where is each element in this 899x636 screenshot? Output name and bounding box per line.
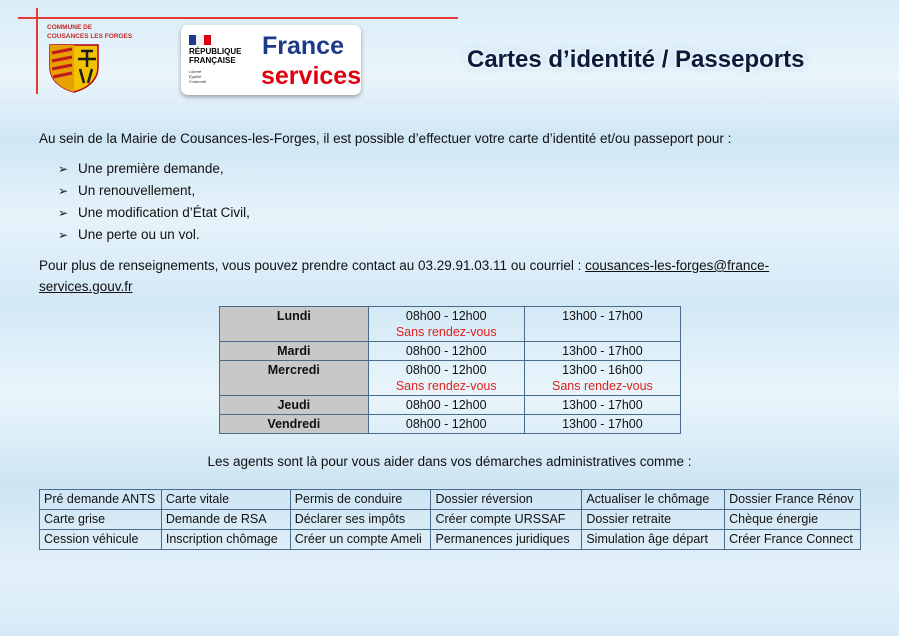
contact-text: Pour plus de renseignements, vous pouvez prendre contact au 03.29.91.03.11 ou courriel :: [39, 258, 586, 273]
morning-hours: 08h00 - 12h00: [405, 309, 487, 323]
service-cell: Déclarer ses impôts: [290, 510, 431, 530]
arrow-bullet-icon: ➢: [58, 184, 69, 198]
header-rule-vertical: [36, 8, 38, 94]
table-row: [220, 396, 681, 415]
list-item-text: Une première demande,: [78, 161, 224, 176]
day-cell: Lundi: [220, 307, 369, 342]
service-cell: Pré demande ANTS: [40, 490, 162, 510]
afternoon-cell: [524, 396, 680, 415]
list-item: [58, 202, 250, 224]
agents-intro-text: Les agents sont là pour vous aider dans vos démarches administratives comme :: [207, 454, 692, 469]
commune-line-2: COUSANCES LES FORGES: [47, 32, 133, 40]
list-item: [58, 180, 250, 202]
page-title: Cartes d’identité / Passeports: [467, 46, 805, 73]
commune-label: [47, 24, 132, 41]
france-services-word-services: services: [261, 62, 362, 90]
morning-hours: 08h00 - 12h00: [405, 363, 487, 377]
france-services-logo: [181, 25, 361, 95]
afternoon-hours: 13h00 - 17h00: [562, 417, 643, 431]
table-row: [40, 510, 861, 530]
contact-email-link[interactable]: cousances-les-forges@france-services.gouv.fr: [39, 258, 770, 294]
morning-hours: 08h00 - 12h00: [405, 398, 487, 412]
contact-paragraph: [39, 255, 839, 297]
service-cell: Créer France Connect: [725, 530, 861, 550]
arrow-bullet-icon: ➢: [58, 206, 69, 220]
service-cell: Créer un compte Ameli: [290, 530, 431, 550]
morning-hours: 08h00 - 12h00: [405, 417, 487, 431]
service-cell: Simulation âge départ: [582, 530, 725, 550]
day-cell: Vendredi: [220, 415, 369, 434]
service-cell: Chèque énergie: [725, 510, 861, 530]
afternoon-hours: 13h00 - 16h00: [562, 363, 643, 377]
service-cell: Carte vitale: [161, 490, 290, 510]
table-row: [40, 490, 861, 510]
afternoon-hours: 13h00 - 17h00: [562, 344, 643, 358]
day-cell: Mercredi: [220, 361, 369, 396]
table-row: [40, 530, 861, 550]
walk-in-note: Sans rendez-vous: [395, 325, 497, 339]
table-row: [220, 307, 681, 342]
service-cell: Actualiser le chômage: [582, 490, 725, 510]
table-row: [220, 415, 681, 434]
walk-in-note: Sans rendez-vous: [395, 379, 497, 393]
arrow-bullet-icon: ➢: [58, 162, 69, 176]
afternoon-cell: [524, 415, 680, 434]
service-cell: Permis de conduire: [290, 490, 431, 510]
service-cell: Carte grise: [40, 510, 162, 530]
list-item-text: Un renouvellement,: [78, 183, 196, 198]
service-cell: Demande de RSA: [161, 510, 290, 530]
service-cell: Permanences juridiques: [431, 530, 582, 550]
afternoon-cell: [524, 361, 680, 396]
afternoon-cell: [524, 307, 680, 342]
morning-cell: [368, 342, 524, 361]
opening-hours-table: [219, 306, 681, 434]
list-item-text: Une perte ou un vol.: [78, 227, 200, 242]
morning-hours: 08h00 - 12h00: [405, 344, 487, 358]
morning-cell: [368, 396, 524, 415]
request-types-list: [58, 158, 250, 246]
list-item: [58, 158, 250, 180]
afternoon-hours: 13h00 - 17h00: [562, 309, 643, 323]
walk-in-note: Sans rendez-vous: [552, 379, 653, 393]
coat-of-arms-icon: [48, 43, 100, 93]
service-cell: Inscription chômage: [161, 530, 290, 550]
services-table: [39, 489, 861, 550]
header-rule-horizontal: [18, 17, 458, 19]
service-cell: Dossier réversion: [431, 490, 582, 510]
day-cell: Jeudi: [220, 396, 369, 415]
morning-cell: [368, 361, 524, 396]
intro-text: Au sein de la Mairie de Cousances-les-Forges, il est possible d’effectuer votre carte d’identité et/ou passeport pour :: [39, 131, 732, 146]
afternoon-hours: 13h00 - 17h00: [562, 398, 643, 412]
marianne-icon: [189, 35, 211, 45]
morning-cell: [368, 415, 524, 434]
list-item: [58, 224, 250, 246]
day-cell: Mardi: [220, 342, 369, 361]
afternoon-cell: [524, 342, 680, 361]
morning-cell: [368, 307, 524, 342]
table-row: [220, 361, 681, 396]
service-cell: Cession véhicule: [40, 530, 162, 550]
republique-francaise-text: RÉPUBLIQUE FRANÇAISE: [189, 47, 242, 65]
list-item-text: Une modification d’État Civil,: [78, 205, 250, 220]
commune-line-1: COMMUNE DE: [47, 24, 93, 31]
republic-motto: Liberté Égalité Fraternité: [189, 69, 207, 84]
arrow-bullet-icon: ➢: [58, 228, 69, 242]
france-services-word-france: France: [262, 32, 344, 60]
service-cell: Dossier retraite: [582, 510, 725, 530]
service-cell: Dossier France Rénov: [725, 490, 861, 510]
table-row: [220, 342, 681, 361]
service-cell: Créer compte URSSAF: [431, 510, 582, 530]
